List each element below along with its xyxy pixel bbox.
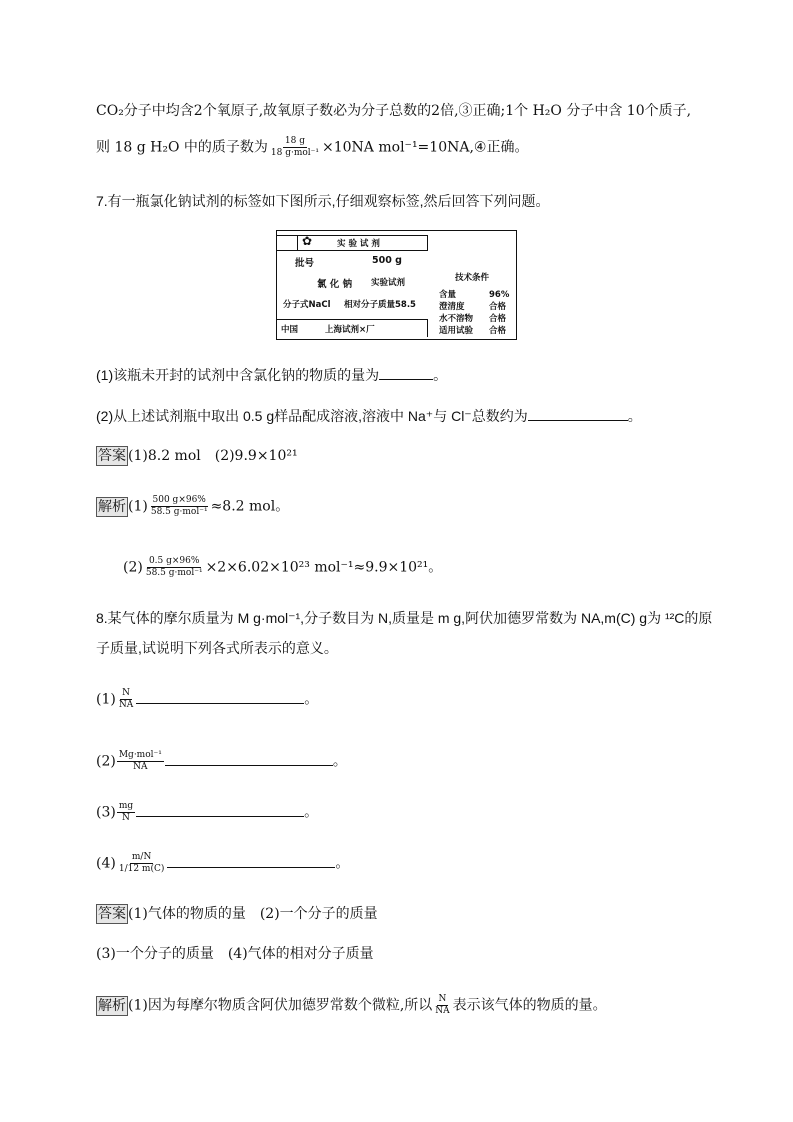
fraction: $\frac{N}{NA}$: [435, 994, 450, 1016]
q7-part-2: (2)从上述试剂瓶中取出 0.5 g样品配成溶液,溶液中 Na⁺与 Cl⁻总数约为 。: [96, 408, 642, 424]
q7-analysis-1: 解析 (1) $\frac{500 g\times 96\%}{\text{58.5 g·mol⁻¹}}$ ≈8.2 mol。: [98, 495, 290, 517]
fraction: $\frac{0.5 g\times 96\%}{\text{58.5 g·mol⁻¹}}$: [145, 556, 203, 578]
flower-icon: ✿: [302, 234, 313, 248]
reagent-label-figure: [276, 230, 517, 340]
answer-blank[interactable]: [136, 689, 304, 704]
q8-stem-2: 子质量,试说明下列各式所表示的意义。: [96, 640, 338, 656]
q8-item-4: (4) $\frac{m/N}{1/12 m(C)}$ 。: [96, 852, 350, 874]
q7-analysis-2: (2) $\frac{0.5 g\times 96\%}{\text{58.5 g·mol⁻¹}}$ ×2×6.02×10²³ mol⁻¹≈9.9×10²¹。: [123, 556, 443, 578]
answer-blank[interactable]: [165, 751, 333, 766]
answer-blank[interactable]: [167, 853, 335, 868]
label-origin: 中国: [281, 325, 299, 335]
fraction: $\frac{500 g\times 96\%}{\text{58.5 g·mol⁻¹}}$: [150, 495, 208, 517]
answer-blank[interactable]: [136, 802, 304, 817]
label-spec-values: 96% 合格 合格 合格: [489, 290, 510, 336]
label-batch: 批号: [295, 258, 315, 269]
label-divider: [297, 235, 298, 250]
q8-item-1: (1) $\frac{N}{NA}$ 。: [96, 688, 319, 710]
intro-line-2: 则 18 g H₂O 中的质子数为 $\frac{18 g}{\text{18 g·mol⁻¹}}$ ×10NA mol⁻¹=10NA,④正确。: [96, 136, 529, 158]
answer-blank[interactable]: [379, 365, 433, 380]
q8-answer-1: 答案 (1)气体的物质的量 (2)一个分子的质量: [98, 906, 378, 922]
label-spec-keys: 含量 澄清度 水不溶物 适用试验: [439, 290, 474, 336]
label-grade: 实验试剂: [371, 278, 406, 288]
q7-part-1: (1)该瓶未开封的试剂中含氯化钠的物质的量为 。: [96, 367, 448, 383]
label-maker: 上海试剂×厂: [325, 325, 375, 335]
fraction: $\frac{m/N}{1/12 m(C)}$: [118, 852, 165, 874]
q7-stem: 7.有一瓶氯化钠试剂的标签如下图所示,仔细观察标签,然后回答下列问题。: [96, 193, 550, 209]
label-header: 实 验 试 剂: [337, 239, 380, 249]
analysis-tag: 解析: [98, 997, 126, 1014]
answer-blank[interactable]: [528, 406, 628, 421]
label-mass: 500 g: [372, 255, 402, 266]
q7-answer: 答案 (1)8.2 mol (2)9.9×10²¹: [98, 448, 298, 464]
fraction: $\frac{mg}{N}$: [118, 801, 134, 823]
label-name: 氯 化 钠: [317, 279, 353, 290]
fraction: $\frac{18 g}{\text{18 g·mol⁻¹}}$: [270, 136, 320, 158]
label-tech: 技术条件: [455, 273, 490, 283]
q8-analysis: 解析 (1)因为每摩尔物质含阿伏加德罗常数个微粒,所以 $\frac{N}{NA}$ 表示该气体的物质的量。: [98, 994, 607, 1016]
analysis-tag: 解析: [98, 498, 126, 515]
intro-line-1: CO₂分子中均含2个氧原子,故氧原子数必为分子总数的2倍,③正确;1个 H₂O 分子中含 10个质子,: [96, 103, 692, 119]
label-formula: 分子式NaCl: [283, 300, 331, 310]
answer-tag: 答案: [98, 906, 126, 922]
q8-answer-2: (3)一个分子的质量 (4)气体的相对分子质量: [96, 946, 374, 962]
q8-item-3: (3) $\frac{mg}{N}$ 。: [96, 801, 319, 823]
answer-tag: 答案: [98, 448, 126, 464]
q8-item-2: (2) $\frac{\text{Mg·mol⁻¹}}{NA}$ 。: [96, 750, 347, 772]
label-mr: 相对分子质量58.5: [344, 300, 416, 310]
q8-stem-1: 8.某气体的摩尔质量为 M g·mol⁻¹,分子数目为 N,质量是 m g,阿伏加德罗常数为 NA,m(C) g为 ¹²C的原: [96, 610, 713, 626]
fraction: $\frac{\text{Mg·mol⁻¹}}{NA}$: [118, 750, 162, 772]
fraction: $\frac{N}{NA}$: [118, 688, 134, 710]
